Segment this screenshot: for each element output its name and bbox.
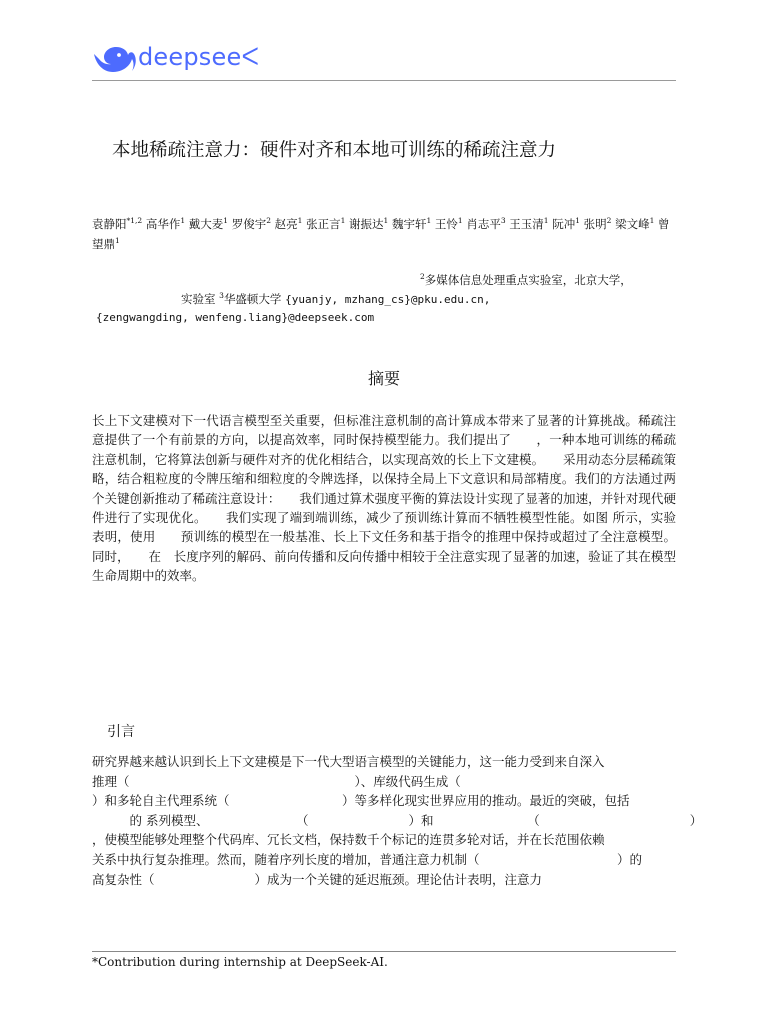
author-affiliation-mark: 1: [180, 216, 186, 226]
author-affiliation-mark: 3: [500, 216, 506, 226]
email-address: {yuanjy, mzhang_cs}@pku.edu.cn,: [285, 293, 491, 306]
author: [189, 217, 228, 231]
author-name: 戴大麦: [188, 217, 224, 231]
intro-line: 的 系列模型、 （ ）和 （ ）: [92, 812, 703, 828]
introduction-body: [92, 752, 703, 889]
footnote: *Contribution during internship at DeepSeek-AI.: [92, 955, 388, 969]
author: [509, 217, 548, 231]
author-affiliation-mark: 1: [457, 216, 463, 226]
brand-text: deepsee: [138, 43, 242, 71]
author-affiliation-mark: 1: [575, 216, 580, 226]
author: [232, 217, 271, 231]
author: [349, 217, 388, 231]
author-name: 梁文峰: [615, 217, 650, 231]
author-name: 谢振达: [349, 217, 384, 231]
intro-line: ）和多轮自主代理系统（ ）等多样化现实世界应用的推动。最近的突破，包括: [92, 793, 630, 809]
author-name: 阮冲: [552, 217, 576, 231]
abstract-heading: 摘要: [367, 369, 400, 388]
author-affiliation-mark: 2: [606, 216, 612, 226]
author: [306, 217, 345, 231]
affiliation-text: 华盛顿大学: [223, 292, 286, 306]
intro-line: ，使模型能够处理整个代码库、冗长文档，保持数千个标记的连贯多轮对话，并在长范围依赖: [92, 832, 605, 848]
author-name: 高华作: [145, 217, 181, 231]
intro-line: 高复杂性（ ）成为一个关键的延迟瓶颈。理论估计表明，注意力: [92, 871, 543, 887]
author-affiliation-mark: 1: [649, 216, 655, 226]
whale-icon: [92, 44, 136, 76]
affiliation-line-1: [420, 270, 632, 291]
author-affiliation-mark: 1: [223, 216, 229, 226]
author-list: [92, 214, 676, 254]
intro-line: 推理（ ）、库级代码生成（: [92, 773, 461, 789]
author: [275, 217, 303, 231]
author: [466, 217, 505, 231]
author-name: 魏宇轩: [391, 217, 427, 231]
author-affiliation-mark: 1: [383, 216, 389, 226]
author-name: 罗俊宇: [231, 217, 267, 231]
introduction-heading: 引言: [107, 724, 135, 740]
affiliation-text: 实验室: [181, 292, 220, 306]
author-affiliation-mark: 1: [297, 216, 303, 226]
author-affiliation-mark: *1,2: [126, 216, 143, 226]
deepseek-logo: [92, 44, 262, 74]
author-name: 曾望鼎: [92, 217, 670, 251]
affiliation-line-3: [96, 307, 374, 328]
author-name: 袁静阳: [92, 217, 127, 231]
affiliation-text: 多媒体信息处理重点实验室，北京大学，: [424, 273, 632, 287]
author-name: 张正言: [306, 217, 341, 231]
paper-title: 本地稀疏注意力：硬件对齐和本地可训练的稀疏注意力: [112, 140, 557, 161]
author-affiliation-mark: 1: [543, 216, 549, 226]
affiliation-mark: 2: [420, 272, 425, 282]
email-address: {zengwangding, wenfeng.liang}@deepseek.com: [96, 311, 375, 324]
brand-name: [138, 43, 259, 71]
author-affiliation-mark: 2: [266, 216, 271, 226]
affiliation-mark: 3: [219, 291, 224, 301]
author: [615, 217, 654, 231]
author: [552, 217, 580, 231]
author-affiliation-mark: 1: [115, 236, 120, 246]
author-name: 张明: [583, 217, 607, 231]
author: [435, 217, 463, 231]
author: [392, 217, 431, 231]
author: [92, 217, 142, 231]
author-affiliation-mark: 1: [426, 216, 432, 226]
author-affiliation-mark: 1: [340, 216, 346, 226]
brand-suffix: ᐸ: [241, 43, 260, 71]
intro-line: 关系中执行复杂推理。然而，随着序列长度的增加，普通注意力机制（ ）的: [92, 851, 643, 867]
author-name: 赵亮: [274, 217, 298, 231]
author-name: 王玉清: [509, 217, 544, 231]
author-name: 王怜: [434, 217, 458, 231]
author-name: 肖志平: [466, 217, 501, 231]
page-header: [92, 38, 676, 81]
intro-line: 研究界越来越认识到长上下文建模是下一代大型语言模型的关键能力，这一能力受到来自深入: [92, 754, 605, 769]
author: [146, 217, 185, 231]
author: [584, 217, 612, 231]
abstract-body: 长上下文建模对下一代语言模型至关重要，但标准注意机制的高计算成本带来了显著的计算挑战。稀疏注意提供了一个有前景的方向，以提高效率，同时保持模型能力。我们提出了 ，一种本地可训练的稀疏注意机制，它将算法创新与硬件对齐的优化相结合，以实现高效的长上下文建模。 采用动态分层稀疏策略，结合粗粒度的令牌压缩和细粒度的令牌选择，以保持全局上下文意识和局部精度。我们的方法通过两个关键创新推动了稀疏注意设计： 我们通过算术强度平衡的算法设计实现了显著的加速，并针对现代硬件进行了实现优化。 我们实现了端到端训练，减少了预训练计算而不牺牲模型性能。如图 所示，实验表明，使用 预训练的模型在一般基准、长上下文任务和基于指令的推理中保持或超过了全注意模型。同时， 在 长度序列的解码、前向传播和反向传播中相较于全注意实现了显著的加速，验证了其在模型生命周期中的效率。: [92, 413, 676, 584]
footnote-divider: [92, 951, 676, 952]
